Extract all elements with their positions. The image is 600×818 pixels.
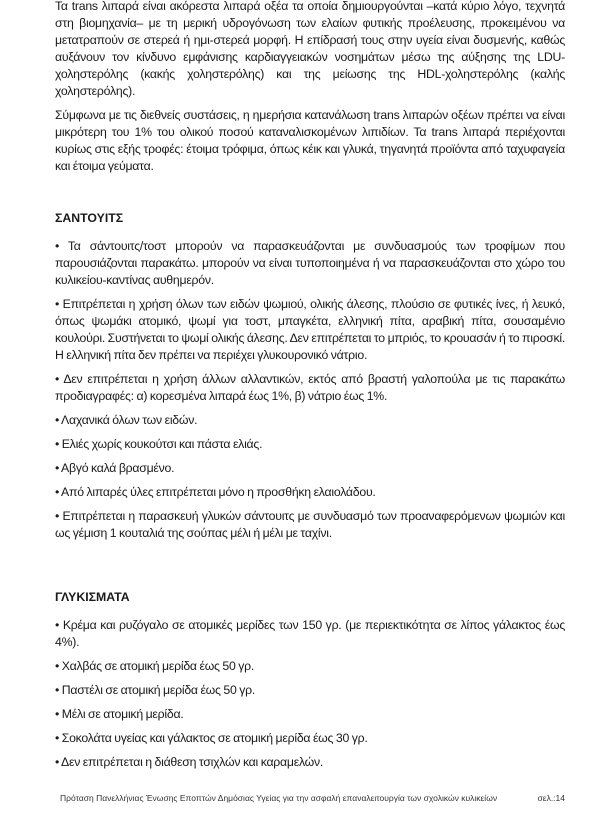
- list-item: • Λαχανικά όλων των ειδών.: [55, 413, 198, 427]
- list-item: • Αβγό καλά βρασμένο.: [55, 461, 175, 475]
- list-item: • Επιτρέπεται η χρήση όλων των ειδών ψωμιού, ολικής άλεσης, πλούσιο σε φυτικές ίνες, ή λευκό, όπως ψωμάκι ατομικό, ψωμί για τοστ, μπαγκέτα, ελληνική πίτα, αραβική πίτα, σουσαμένιο κουλούρι. Συστήνεται το ψωμί ολικής άλεσης. Δεν επιτρέπεται το μπριός, το κρουασάν ή το πιροσκί. Η ελληνική πίτα δεν πρέπει να περιέχει γλυκουρονικό νάτριο.: [55, 297, 565, 362]
- list-item: • Κρέμα και ρυζόγαλο σε ατομικές μερίδες των 150 γρ. (με περιεκτικότητα σε λίπος γάλακτος έως 4%).: [55, 618, 565, 649]
- list-item: • Δεν επιτρέπεται η διάθεση τσιχλών και καραμελών.: [55, 755, 324, 769]
- list-item: • Χαλβάς σε ατομική μερίδα έως 50 γρ.: [55, 659, 255, 673]
- list-item: • Επιτρέπεται η παρασκευή γλυκών σάντουιτς με συνδυασμό των προαναφερόμενων ψωμιών και ως γέμιση 1 κουταλιά της σούπας μέλι ή μέλι με ταχίνι.: [55, 509, 565, 540]
- list-item: • Σοκολάτα υγείας και γάλακτος σε ατομική μερίδα έως 30 γρ.: [55, 731, 368, 745]
- page-footer: [55, 778, 565, 804]
- footer-text: Πρόταση Πανελλήνιας Ένωσης Εποπτών Δημόσιας Υγείας για την ασφαλή επαναλειτουργία των σχολικών κυλικείων: [60, 793, 498, 803]
- section-heading-sweets: ΓΛΥΚΙΣΜΑΤΑ: [55, 590, 130, 604]
- list-item: • Παστέλι σε ατομική μερίδα έως 50 γρ.: [55, 683, 256, 697]
- paragraph-trans-fats: Τα trans λιπαρά είναι ακόρεστα λιπαρά οξέα τα οποία δημιουργούνται –κατά κύριο λόγο, τεχνητά στη βιομηχανία– με τη μερική υδρογόνωση των ελαίων φυτικής προέλευσης, προκειμένου να μετατραπούν σε στερεά ή ημι-στερεά μορφή. Η επίδρασή τους στην υγεία είναι δυσμενής, καθώς αυξάνουν τον κίνδυνο εμφάνισης καρδιαγγειακών νοσημάτων μέσω της αύξησης της LDU-χοληστερόλης (κακής χοληστερόλης) και της μείωσης της HDL-χοληστερόλης (καλής χοληστερόλης).: [55, 0, 565, 98]
- page-number: σελ.:14: [537, 793, 565, 803]
- list-item: • Ελιές χωρίς κουκούτσι και πάστα ελιάς.: [55, 437, 263, 451]
- list-item: • Δεν επιτρέπεται η χρήση άλλων αλλαντικών, εκτός από βραστή γαλοπούλα με τις παρακάτω προδιαγραφές: α) κορεσμένα λιπαρά έως 1%, β) νάτριο έως 1%.: [55, 372, 565, 403]
- list-item: • Μέλι σε ατομική μερίδα.: [55, 707, 184, 721]
- section-heading-sandwiches: ΣΑΝΤΟΥΙΤΣ: [55, 211, 124, 225]
- paragraph-recommendations: Σύμφωνα με τις διεθνείς συστάσεις, η ημερήσια κατανάλωση trans λιπαρών οξέων πρέπει να είναι μικρότερη του 1% του ολικού ποσού καταναλισκομένων λιπιδίων. Τα trans λιπαρά περιέχονται κυρίως στις εξής τροφές: έτοιμα τρόφιμα, όπως κέικ και γλυκά, τηγανητά προϊόντα από ταχυφαγεία και έτοιμα γεύματα.: [55, 108, 565, 173]
- list-item: • Από λιπαρές ύλες επιτρέπεται μόνο η προσθήκη ελαιολάδου.: [55, 485, 376, 499]
- list-item: • Τα σάντουιτς/τοστ μπορούν να παρασκευάζονται με συνδυασμούς των τροφίμων που παρουσιάζονται παρακάτω. μπορούν να είναι τυποποιημένα ή να παρασκευάζονται στο χώρο του κυλικείου-καντίνας αυθημερόν.: [55, 239, 565, 287]
